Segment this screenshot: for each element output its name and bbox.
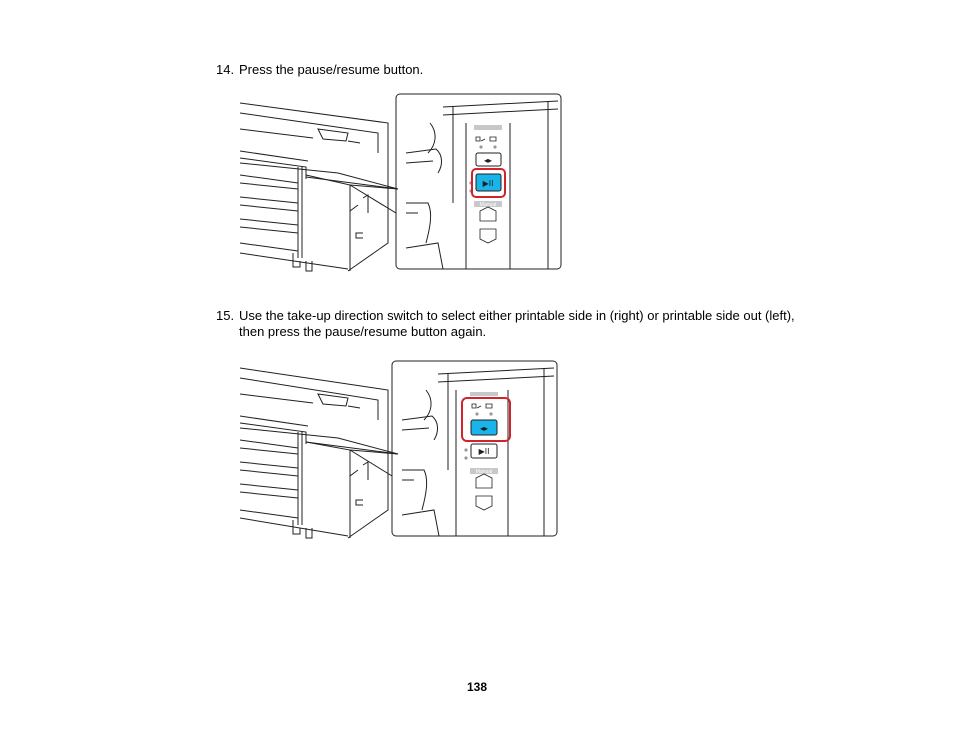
step-text-line-2: then press the pause/resume button again.	[239, 324, 487, 339]
printer-illustration	[240, 103, 398, 271]
svg-text:◂▸: ◂▸	[483, 156, 493, 165]
step-14	[216, 62, 816, 78]
step-text: Press the pause/resume button.	[239, 62, 424, 77]
step-15	[216, 308, 836, 340]
step-number: 15.	[216, 308, 235, 323]
figure-take-up-direction	[238, 360, 560, 540]
manual-down-button	[476, 496, 492, 510]
svg-text:▶II: ▶II	[478, 447, 490, 456]
manual-up-button	[476, 474, 492, 488]
page-number: 138	[466, 680, 488, 694]
step-text-line-1: Use the take-up direction switch to select either printable side in (right) or printable side out (left),	[239, 308, 795, 323]
figure-pause-resume	[238, 93, 564, 273]
manual-label: Manual	[475, 469, 493, 475]
svg-text:▶II: ▶II	[482, 179, 494, 188]
take-up-direction-icon	[472, 404, 492, 408]
printer-illustration	[240, 368, 398, 538]
manual-label: Manual	[479, 202, 497, 208]
manual-up-button	[480, 207, 496, 221]
svg-text:◂▸: ◂▸	[479, 424, 489, 433]
step-number: 14.	[216, 62, 235, 77]
take-up-direction-icon	[476, 137, 496, 141]
manual-down-button	[480, 229, 496, 243]
